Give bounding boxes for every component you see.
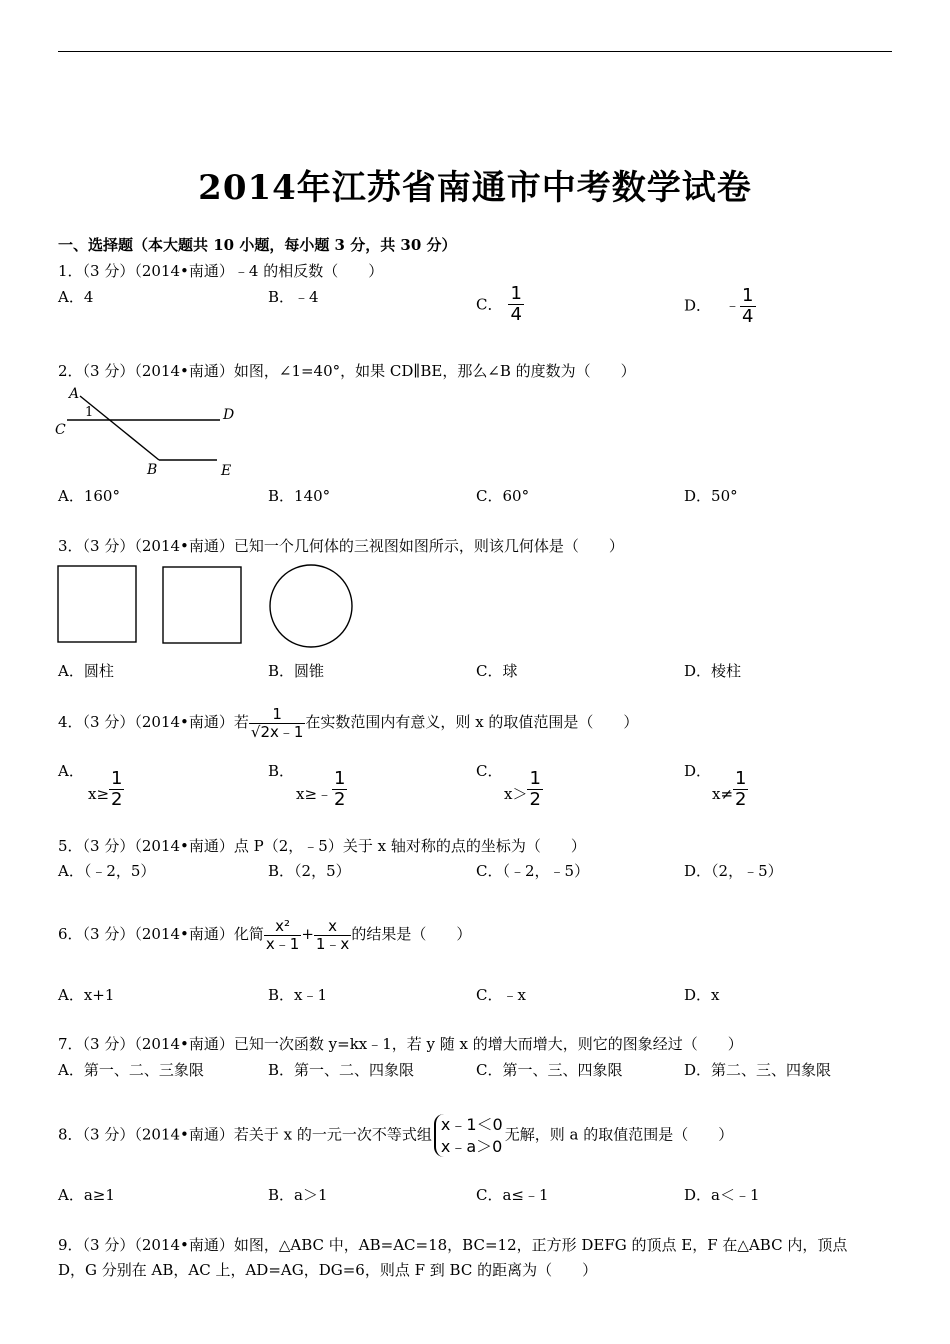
q2-angle-figure	[55, 384, 245, 480]
question-9-stem-line1: 9．（3 分）（2014•南通）如图，△ABC 中，AB=AC=18，BC=12，正方形 DEFG 的顶点 E，F 在△ABC 内，顶点	[58, 1236, 848, 1254]
label-d: D	[223, 407, 235, 423]
question-2-stem: 2．（3 分）（2014•南通）如图，∠1=40°，如果 CD∥BE，那么∠B 的度数为（ ）	[58, 362, 636, 380]
label-e: E	[221, 463, 232, 479]
q4-option-c: C． x＞ $\frac{1}{2}$	[476, 762, 541, 810]
label-c: C	[55, 422, 66, 438]
q1-option-b: B．﹣4	[268, 288, 319, 306]
q5-option-b: B．（2，5）	[268, 862, 351, 880]
question-5-stem: 5．（3 分）（2014•南通）点 P（2，﹣5）关于 x 轴对称的点的坐标为（ ）	[58, 837, 586, 855]
q5-option-d: D．（2，﹣5）	[684, 862, 783, 880]
question-8-stem: 8．（3 分）（2014•南通）若关于 x 的一元一次不等式组x﹣1＜0 x﹣a＞0无解，则 a 的取值范围是（ ）	[58, 1115, 734, 1156]
question-1-stem: 1．（3 分）（2014•南通）﹣4 的相反数（ ）	[58, 262, 384, 280]
q7-option-a: A．第一、二、三象限	[58, 1061, 204, 1079]
page-title: 2014年江苏省南通市中考数学试卷	[198, 168, 752, 208]
q3-option-b: B．圆锥	[268, 662, 325, 680]
q7-option-d: D．第二、三、四象限	[684, 1061, 832, 1079]
q2-option-a: A．160°	[58, 487, 120, 505]
q8-option-a: A．a≥1	[58, 1186, 115, 1204]
q7-option-b: B．第一、二、四象限	[268, 1061, 415, 1079]
q1-option-d: D． ﹣ $\frac{1}{4}$	[684, 285, 754, 327]
q3-option-d: D．棱柱	[684, 662, 742, 680]
q4-option-b: B． x≥﹣ $\frac{1}{2}$	[268, 762, 346, 810]
q8-option-d: D．a＜﹣1	[684, 1186, 760, 1204]
question-6-stem: 6．（3 分）（2014•南通）化简 $\frac{\text{x²}}{x﹣1}$ + $\frac{x}{1﹣x}$ 的结果是（ ）	[58, 917, 472, 953]
q2-option-d: D．50°	[684, 487, 738, 505]
question-9-stem-line2: D，G 分别在 AB，AC 上，AD=AG，DG=6，则点 F 到 BC 的距离为（ ）	[58, 1261, 598, 1279]
q1-option-a: A．4	[58, 288, 94, 306]
question-3-stem: 3．（3 分）（2014•南通）已知一个几何体的三视图如图所示，则该几何体是（ ）	[58, 537, 624, 555]
q2-option-c: C．60°	[476, 487, 530, 505]
q7-option-c: C．第一、三、四象限	[476, 1061, 623, 1079]
header-rule	[58, 51, 892, 52]
q3-option-a: A．圆柱	[58, 662, 114, 680]
question-7-stem: 7．（3 分）（2014•南通）已知一次函数 y=kx﹣1，若 y 随 x 的增大而增大，则它的图象经过（ ）	[58, 1035, 743, 1053]
section-heading: 一、选择题（本大题共 10 小题，每小题 3 分，共 30 分）	[58, 236, 457, 254]
label-1: 1	[85, 405, 94, 420]
q5-option-a: A．（﹣2，5）	[58, 862, 156, 880]
q3-three-views-figure	[56, 564, 356, 646]
q6-option-b: B．x﹣1	[268, 986, 328, 1004]
q3-option-c: C．球	[476, 662, 518, 680]
q6-option-c: C．﹣x	[476, 986, 526, 1004]
question-4-stem: 4．（3 分）（2014•南通）若 $\frac{1}{√2x﹣1}$ 在实数范围内有意义，则 x 的取值范围是（ ）	[58, 705, 639, 741]
q8-option-c: C．a≤﹣1	[476, 1186, 549, 1204]
q8-option-b: B．a＞1	[268, 1186, 328, 1204]
q4-option-a: A． x≥ $\frac{1}{2}$	[58, 762, 123, 810]
q5-option-c: C．（﹣2，﹣5）	[476, 862, 590, 880]
q6-option-d: D．x	[684, 986, 720, 1004]
q4-option-d: D． x≠ $\frac{1}{2}$	[684, 762, 747, 810]
q1-option-c: C． $\frac{1}{4}$	[476, 283, 522, 325]
inequality-system: x﹣1＜0 x﹣a＞0	[434, 1114, 503, 1157]
label-a: A	[69, 386, 80, 402]
q2-option-b: B．140°	[268, 487, 331, 505]
q6-option-a: A．x+1	[58, 986, 115, 1004]
label-b: B	[147, 462, 158, 478]
